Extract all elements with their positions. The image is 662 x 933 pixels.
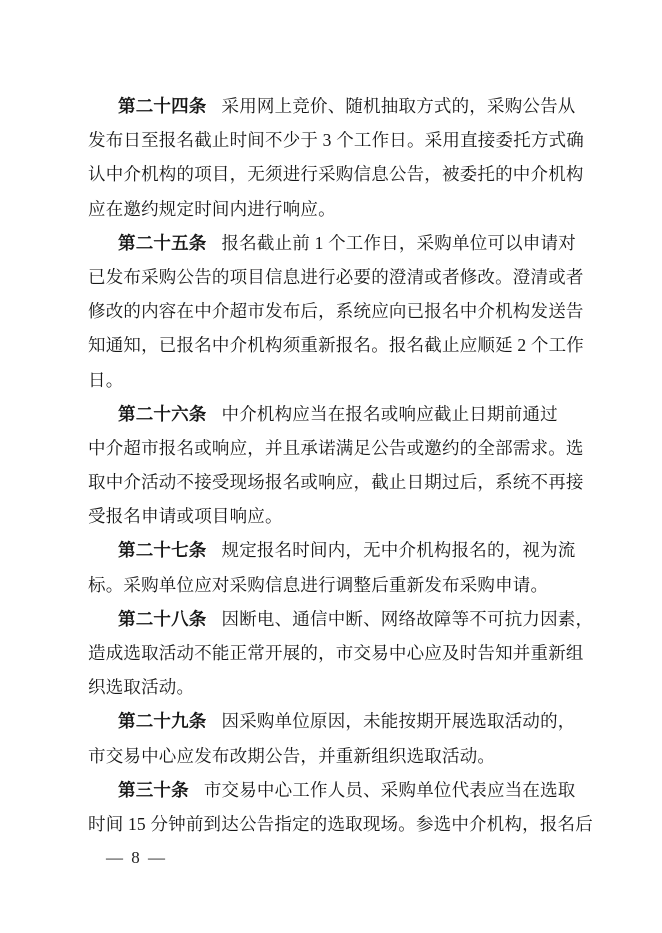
text-line: 应在邀约规定时间内进行响应。	[88, 198, 336, 219]
article-number: 第三十条	[118, 779, 189, 800]
text-line: 中介超市报名或响应，并且承诺满足公告或邀约的全部需求。选	[88, 437, 584, 458]
text-line: 第二十五条 报名截止前 1 个工作日，采购单位可以申请对	[118, 232, 576, 253]
text-line: 第二十六条 中介机构应当在报名或响应截止日期前通过	[118, 403, 558, 424]
text-line: 第三十条 市交易中心工作人员、采购单位代表应当在选取	[118, 779, 576, 800]
page-number: — 8 —	[106, 848, 167, 867]
text-line: 认中介机构的项目，无须进行采购信息公告，被委托的中介机构	[88, 164, 584, 185]
text-line: 时间 15 分钟前到达公告指定的选取现场。参选中介机构，报名后	[88, 813, 593, 834]
text-line: 第二十九条 因采购单位原因，未能按期开展选取活动的，	[118, 711, 576, 732]
text-line: 日。	[88, 369, 124, 390]
article-number: 第二十七条	[118, 540, 207, 561]
article-number: 第二十六条	[118, 403, 207, 424]
article-number: 第二十五条	[118, 232, 207, 253]
text-line: 已发布采购公告的项目信息进行必要的澄清或者修改。澄清或者	[88, 266, 584, 287]
text-line: 发布日至报名截止时间不少于 3 个工作日。采用直接委托方式确	[88, 130, 584, 151]
text-line: 修改的内容在中介超市发布后，系统应向已报名中介机构发送告	[88, 301, 584, 322]
text-line: 第二十四条 采用网上竞价、随机抽取方式的，采购公告从	[118, 96, 576, 116]
text-line: 织选取活动。	[88, 677, 195, 698]
text-line: 知通知，已报名中介机构须重新报名。报名截止应顺延 2 个工作	[88, 335, 584, 356]
text-line: 标。采购单位应对采购信息进行调整后重新发布采购申请。	[88, 574, 549, 595]
text-line: 取中介活动不接受现场报名或响应，截止日期过后，系统不再接	[88, 472, 584, 493]
article-number: 第二十八条	[118, 608, 207, 629]
article-number: 第二十四条	[118, 96, 207, 116]
article-number: 第二十九条	[118, 711, 207, 732]
text-line: 市交易中心应发布改期公告，并重新组织选取活动。	[88, 745, 496, 766]
text-line: 第二十七条 规定报名时间内，无中介机构报名的，视为流	[118, 540, 576, 561]
text-line: 受报名申请或项目响应。	[88, 506, 283, 527]
document-body	[88, 89, 594, 841]
text-line: 第二十八条 因断电、通信中断、网络故障等不可抗力因素，	[118, 608, 594, 629]
text-line: 造成选取活动不能正常开展的，市交易中心应及时告知并重新组	[88, 643, 584, 663]
